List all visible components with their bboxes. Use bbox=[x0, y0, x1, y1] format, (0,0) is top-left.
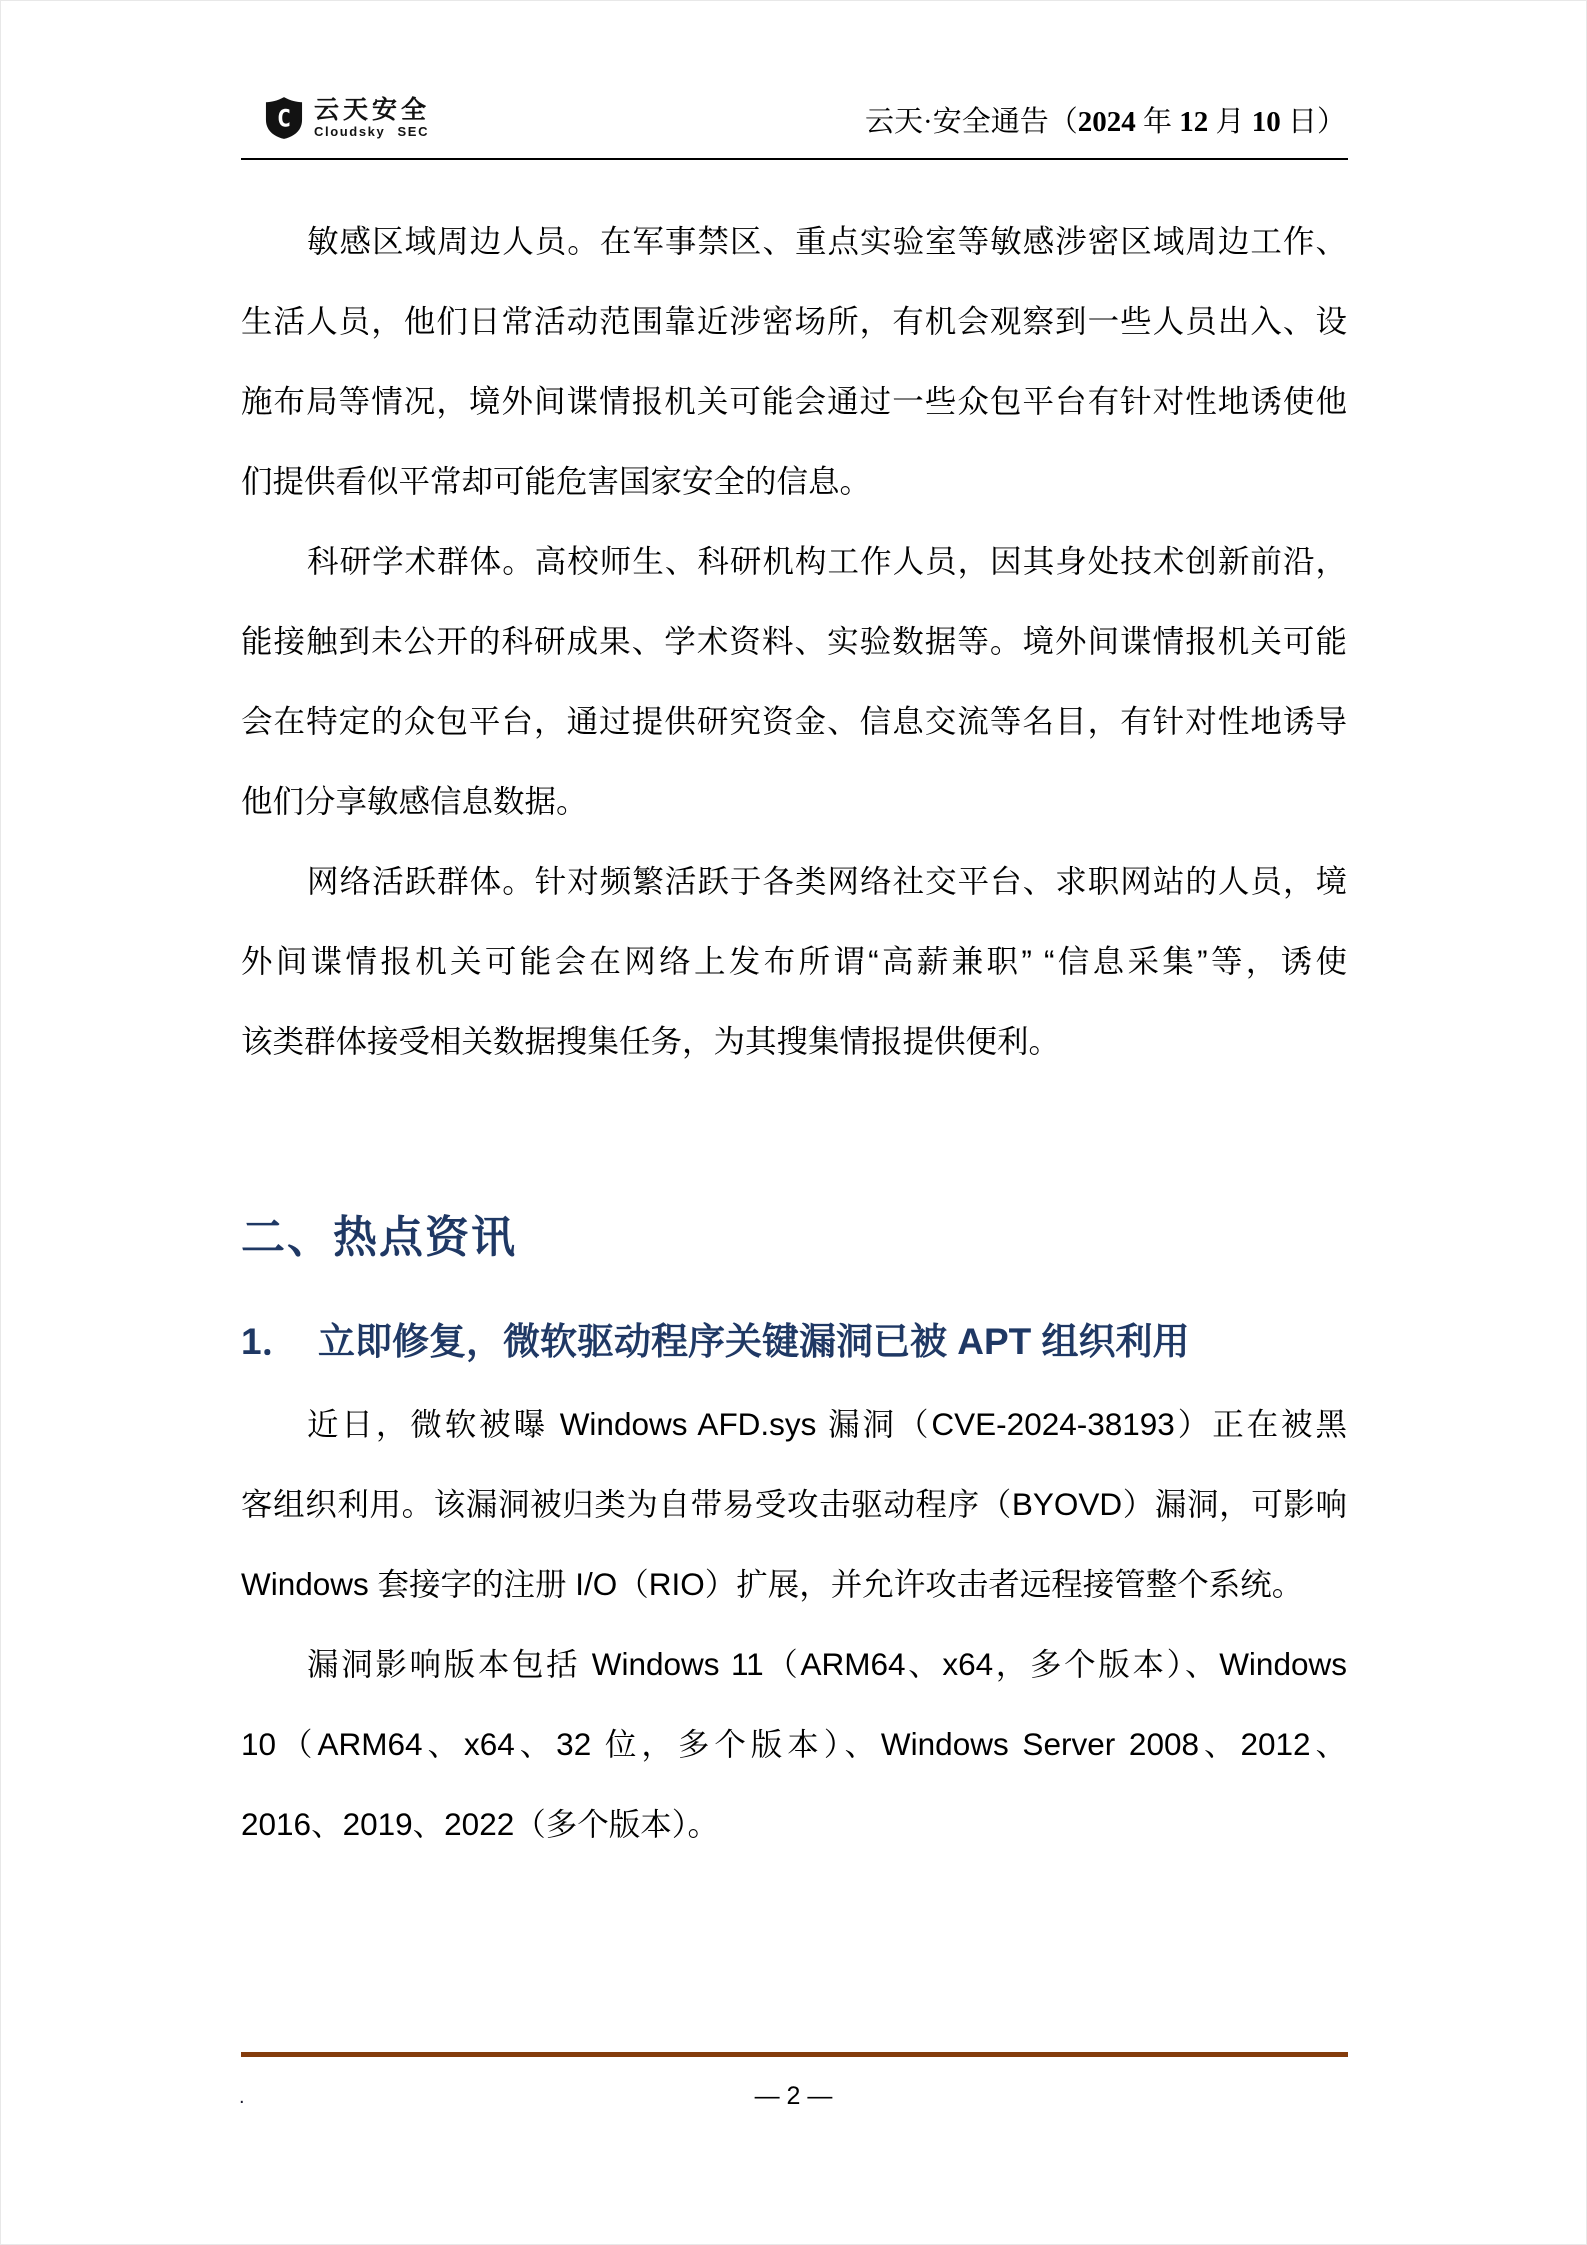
text-line: 敏感区域周边人员。在军事禁区、重点实验室等敏感涉密区域周边工作、 bbox=[307, 223, 1347, 259]
paragraph-academic-group bbox=[241, 521, 1347, 841]
text-line: 会在特定的众包平台，通过提供研究资金、信息交流等名目，有针对性地诱导 bbox=[241, 703, 1347, 739]
section-heading-hot-news: 二、热点资讯 bbox=[241, 1213, 517, 1262]
article-heading bbox=[241, 1310, 1347, 1374]
header-divider bbox=[241, 158, 1348, 160]
shield-c-logo-icon bbox=[265, 96, 303, 140]
article-body bbox=[241, 1384, 1347, 1864]
text-line: 漏洞影响版本包括 Windows 11（ARM64、x64，多个版本）、Windows bbox=[307, 1646, 1347, 1682]
logo-name-en: Cloudsky SEC bbox=[314, 124, 430, 139]
header-title-segment: 月 bbox=[1208, 106, 1252, 138]
article-number: 1． bbox=[241, 1321, 299, 1362]
header-title-segment: 日） bbox=[1280, 106, 1346, 138]
text-line: 该类群体接受相关数据搜集任务，为其搜集情报提供便利。 bbox=[241, 1023, 1061, 1059]
footer-divider bbox=[241, 2052, 1348, 2057]
text-line: 网络活跃群体。针对频繁活跃于各类网络社交平台、求职网站的人员，境 bbox=[307, 863, 1347, 899]
paragraph-affected-versions bbox=[241, 1624, 1347, 1864]
text-line: 10（ARM64、x64、32 位，多个版本）、Windows Server 2008、2012、 bbox=[241, 1726, 1347, 1762]
text-line: 科研学术群体。高校师生、科研机构工作人员，因其身处技术创新前沿， bbox=[307, 543, 1347, 579]
header-title-segment: 12 bbox=[1179, 106, 1209, 138]
header-title-segment: 年 bbox=[1135, 106, 1180, 138]
header-title-segment: 10 bbox=[1251, 106, 1281, 138]
paragraph-vulnerability-intro bbox=[241, 1384, 1347, 1624]
text-line: 近日，微软被曝 Windows AFD.sys 漏洞（CVE-2024-38193）正在被黑 bbox=[307, 1406, 1347, 1442]
footer-left-mark: . bbox=[239, 2086, 245, 2108]
text-line: 能接触到未公开的科研成果、学术资料、实验数据等。境外间谍情报机关可能 bbox=[241, 623, 1347, 659]
document-body bbox=[241, 201, 1347, 1864]
paragraph-sensitive-area bbox=[241, 201, 1347, 521]
paragraph-online-active-group bbox=[241, 841, 1347, 1081]
text-line: 他们分享敏感信息数据。 bbox=[241, 783, 588, 819]
text-line: 外间谍情报机关可能会在网络上发布所谓“高薪兼职” “信息采集”等，诱使 bbox=[241, 943, 1347, 979]
text-line: 们提供看似平常却可能危害国家安全的信息。 bbox=[241, 463, 872, 499]
footer-page-number: — 2 — bbox=[754, 2082, 833, 2110]
text-line: Windows 套接字的注册 I/O（RIO）扩展，并允许攻击者远程接管整个系统。 bbox=[241, 1566, 1304, 1602]
article-title: 立即修复，微软驱动程序关键漏洞已被 APT 组织利用 bbox=[318, 1321, 1190, 1362]
text-line: 2016、2019、2022（多个版本）。 bbox=[241, 1806, 719, 1842]
logo-text bbox=[314, 97, 430, 139]
header-title bbox=[865, 102, 1346, 142]
header-title-segment: 云天·安全通告（ bbox=[865, 106, 1078, 138]
cloudsky-logo bbox=[265, 96, 430, 140]
text-line: 施布局等情况，境外间谍情报机关可能会通过一些众包平台有针对性地诱使他 bbox=[241, 383, 1347, 419]
svg-text:C: C bbox=[276, 104, 292, 133]
text-line: 生活人员，他们日常活动范围靠近涉密场所，有机会观察到一些人员出入、设 bbox=[241, 303, 1347, 339]
header-title-segment: 2024 bbox=[1077, 106, 1136, 138]
text-line: 客组织利用。该漏洞被归类为自带易受攻击驱动程序（BYOVD）漏洞，可影响 bbox=[241, 1486, 1347, 1522]
logo-name-cn: 云天安全 bbox=[314, 96, 431, 124]
